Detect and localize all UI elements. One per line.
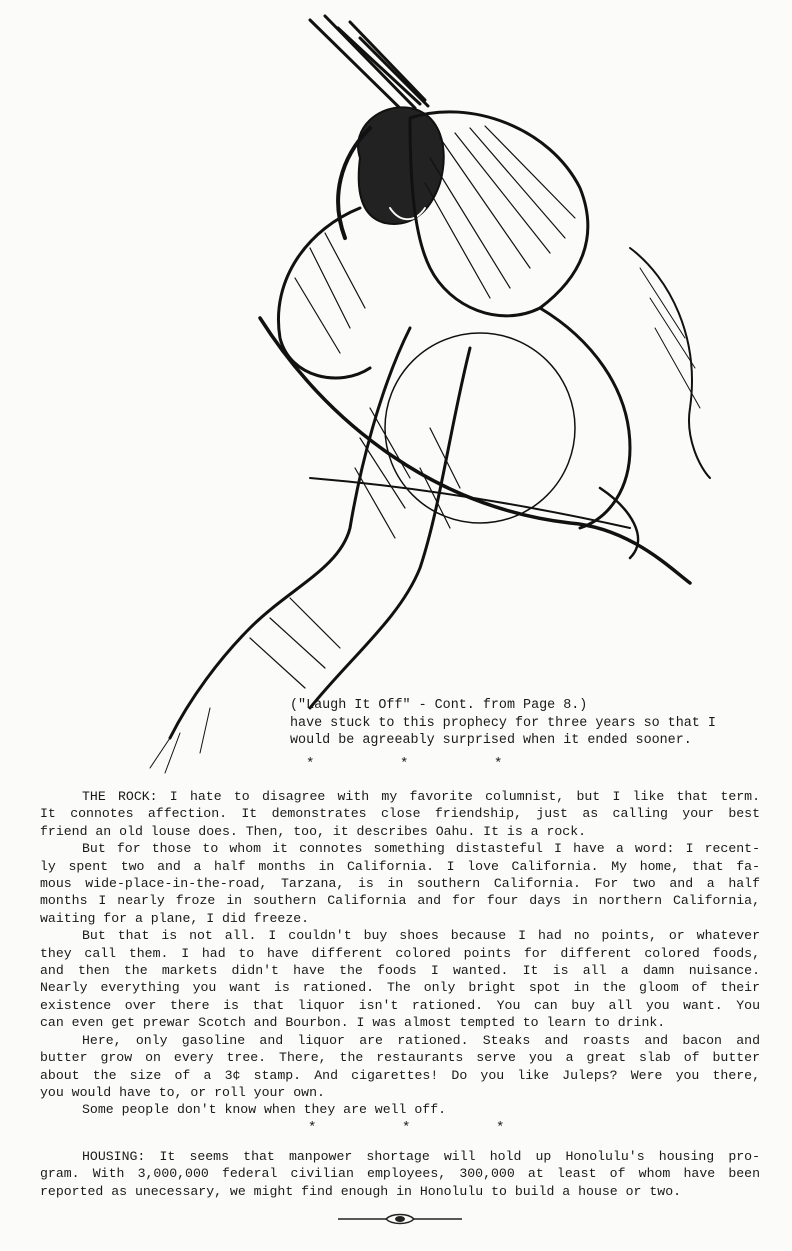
- separator-star: *: [308, 1120, 317, 1136]
- caption-line: ("Laugh It Off" - Cont. from Page 8.): [290, 698, 588, 713]
- end-ornament: [336, 1211, 464, 1227]
- separator-star: *: [402, 1120, 411, 1136]
- paragraph-line: can even get prewar Scotch and Bourbon. I was almost tempted to learn to drink.: [40, 1015, 666, 1031]
- paragraph-line: But for those to whom it connotes something distasteful I have a word: I recent-: [82, 841, 760, 857]
- separator-star: *: [494, 756, 503, 772]
- paragraph-line: It connotes affection. It demonstrates close friendship, just as calling your best: [40, 806, 760, 822]
- caption-line: would be agreeably surprised when it ended sooner.: [290, 733, 692, 748]
- the-rock-article: [40, 788, 760, 1119]
- left-arm: [278, 208, 370, 378]
- legs: [170, 328, 410, 738]
- paragraph-line: mous wide-place-in-the-road, Tarzana, is in southern California. For two and a half: [40, 876, 760, 892]
- paragraph-line: Some people don't know when they are well off.: [82, 1102, 447, 1118]
- paragraph-line: But that is not all. I couldn't buy shoes because I had no points, or whatever: [82, 928, 760, 944]
- paragraph-line: butter grow on every tree. There, the restaurants serve you a great slab of butter: [40, 1050, 760, 1066]
- caption-line: have stuck to this prophecy for three years so that I: [290, 715, 716, 731]
- quiver-arrows: [310, 16, 428, 118]
- separator-star: *: [400, 756, 409, 772]
- bow: [260, 318, 690, 583]
- paragraph-line: HOUSING: It seems that manpower shortage will hold up Honolulu's housing pro-: [82, 1149, 760, 1164]
- paragraph-line: THE ROCK: I hate to disagree with my favorite columnist, but I like that term.: [82, 789, 760, 804]
- paragraph-line: Here, only gasoline and liquor are rationed. Steaks and roasts and bacon and: [82, 1032, 760, 1048]
- paragraph-line: about the size of a 3¢ stamp. And cigarettes! Do you like Juleps? Were you there,: [40, 1067, 760, 1083]
- separator-star: *: [496, 1120, 505, 1136]
- head: [358, 107, 444, 224]
- paragraph-line: waiting for a plane, I did freeze.: [40, 910, 310, 926]
- paragraph-line: and then the markets didn't have the foods I wanted. It is all a damn nuisance.: [40, 963, 760, 979]
- section-separator: [0, 756, 792, 774]
- archer-illustration: [110, 8, 720, 788]
- paragraph-line: friend an old louse does. Then, too, it describes Oahu. It is a rock.: [40, 823, 587, 839]
- continuation-caption: [290, 697, 760, 750]
- paragraph-line: gram. With 3,000,000 federal civilian employees, 300,000 at least of whom have been: [40, 1166, 760, 1182]
- section-separator: [0, 1120, 792, 1138]
- paragraph-line: months I nearly froze in southern California and for four days in northern California,: [40, 893, 760, 909]
- paragraph-line: you would have to, or roll your own.: [40, 1084, 325, 1100]
- paragraph-line: Nearly everything you want is rationed. The only bright spot in the gloom of their: [40, 980, 760, 996]
- paragraph-line: they call them. I had to have different colored points for different colored foods,: [40, 945, 760, 961]
- paragraph-line: existence over there is that liquor isn't rationed. You can buy all you want. You: [40, 997, 760, 1013]
- housing-article: [40, 1148, 760, 1200]
- paragraph-line: reported as unecessary, we might find enough in Honolulu to build a house or two.: [40, 1183, 682, 1199]
- paragraph-line: ly spent two and a half months in California. I love California. My home, that fa-: [40, 858, 760, 874]
- separator-star: *: [306, 756, 315, 772]
